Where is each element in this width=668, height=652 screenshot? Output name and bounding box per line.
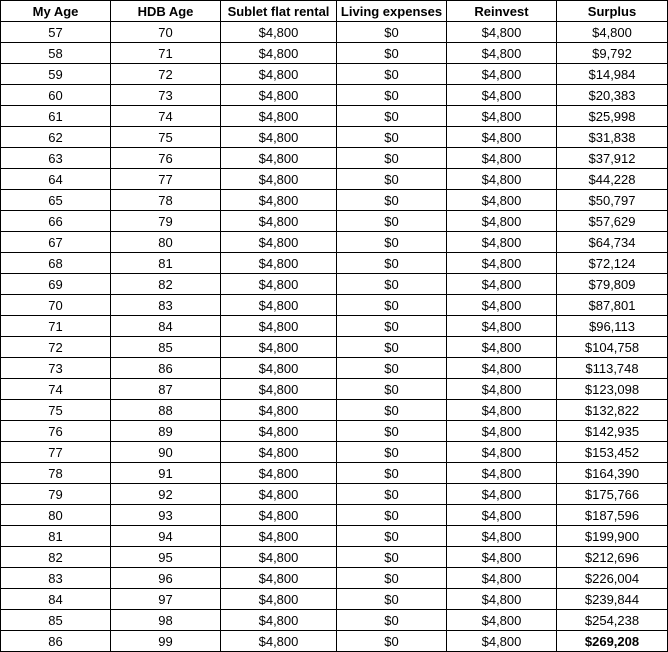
cell-hdb-age: 99 (111, 631, 221, 652)
cell-sublet-flat-rental: $4,800 (221, 274, 337, 295)
cell-living-expenses: $0 (337, 232, 447, 253)
table-row (1, 211, 668, 232)
cell-hdb-age: 82 (111, 274, 221, 295)
cell-my-age: 83 (1, 568, 111, 589)
cell-hdb-age: 92 (111, 484, 221, 505)
cell-surplus: $123,098 (557, 379, 668, 400)
cell-surplus: $72,124 (557, 253, 668, 274)
cell-hdb-age: 80 (111, 232, 221, 253)
cell-reinvest: $4,800 (447, 400, 557, 421)
table-row (1, 484, 668, 505)
cell-my-age: 76 (1, 421, 111, 442)
table-row (1, 295, 668, 316)
table-row (1, 253, 668, 274)
table-row (1, 610, 668, 631)
cell-sublet-flat-rental: $4,800 (221, 463, 337, 484)
cell-sublet-flat-rental: $4,800 (221, 232, 337, 253)
cell-sublet-flat-rental: $4,800 (221, 547, 337, 568)
cell-hdb-age: 84 (111, 316, 221, 337)
cell-sublet-flat-rental: $4,800 (221, 421, 337, 442)
cell-reinvest: $4,800 (447, 274, 557, 295)
cell-surplus: $239,844 (557, 589, 668, 610)
cell-living-expenses: $0 (337, 421, 447, 442)
cell-sublet-flat-rental: $4,800 (221, 43, 337, 64)
cell-hdb-age: 97 (111, 589, 221, 610)
cell-my-age: 69 (1, 274, 111, 295)
cell-sublet-flat-rental: $4,800 (221, 442, 337, 463)
cell-my-age: 79 (1, 484, 111, 505)
cell-living-expenses: $0 (337, 148, 447, 169)
cell-hdb-age: 85 (111, 337, 221, 358)
header-surplus: Surplus (557, 1, 668, 22)
cell-reinvest: $4,800 (447, 358, 557, 379)
cell-hdb-age: 77 (111, 169, 221, 190)
cell-surplus: $31,838 (557, 127, 668, 148)
cell-sublet-flat-rental: $4,800 (221, 337, 337, 358)
cell-reinvest: $4,800 (447, 421, 557, 442)
cell-surplus: $44,228 (557, 169, 668, 190)
cell-hdb-age: 86 (111, 358, 221, 379)
cell-surplus: $254,238 (557, 610, 668, 631)
cell-reinvest: $4,800 (447, 484, 557, 505)
cell-living-expenses: $0 (337, 106, 447, 127)
table-row (1, 547, 668, 568)
cell-sublet-flat-rental: $4,800 (221, 358, 337, 379)
cell-my-age: 62 (1, 127, 111, 148)
table-row (1, 631, 668, 652)
cell-sublet-flat-rental: $4,800 (221, 568, 337, 589)
cell-surplus: $226,004 (557, 568, 668, 589)
cell-surplus: $96,113 (557, 316, 668, 337)
cell-surplus: $142,935 (557, 421, 668, 442)
cell-my-age: 64 (1, 169, 111, 190)
cell-living-expenses: $0 (337, 568, 447, 589)
cell-sublet-flat-rental: $4,800 (221, 610, 337, 631)
cell-surplus: $64,734 (557, 232, 668, 253)
cell-living-expenses: $0 (337, 274, 447, 295)
header-my-age: My Age (1, 1, 111, 22)
cell-sublet-flat-rental: $4,800 (221, 295, 337, 316)
cell-reinvest: $4,800 (447, 547, 557, 568)
cell-living-expenses: $0 (337, 253, 447, 274)
cell-surplus: $37,912 (557, 148, 668, 169)
cell-sublet-flat-rental: $4,800 (221, 190, 337, 211)
cell-reinvest: $4,800 (447, 295, 557, 316)
cell-hdb-age: 70 (111, 22, 221, 43)
cell-living-expenses: $0 (337, 337, 447, 358)
cell-living-expenses: $0 (337, 358, 447, 379)
cell-reinvest: $4,800 (447, 463, 557, 484)
cell-surplus: $57,629 (557, 211, 668, 232)
cell-reinvest: $4,800 (447, 337, 557, 358)
cell-surplus: $104,758 (557, 337, 668, 358)
cell-living-expenses: $0 (337, 295, 447, 316)
cell-sublet-flat-rental: $4,800 (221, 379, 337, 400)
table-row (1, 274, 668, 295)
cell-reinvest: $4,800 (447, 190, 557, 211)
cell-living-expenses: $0 (337, 484, 447, 505)
cell-surplus: $87,801 (557, 295, 668, 316)
cell-surplus: $269,208 (557, 631, 668, 652)
cell-hdb-age: 78 (111, 190, 221, 211)
cell-reinvest: $4,800 (447, 526, 557, 547)
cell-surplus: $79,809 (557, 274, 668, 295)
table-row (1, 379, 668, 400)
cell-hdb-age: 79 (111, 211, 221, 232)
cell-living-expenses: $0 (337, 190, 447, 211)
cell-my-age: 66 (1, 211, 111, 232)
cell-hdb-age: 76 (111, 148, 221, 169)
cell-my-age: 59 (1, 64, 111, 85)
cell-surplus: $4,800 (557, 22, 668, 43)
cell-sublet-flat-rental: $4,800 (221, 316, 337, 337)
cell-reinvest: $4,800 (447, 631, 557, 652)
table-row (1, 43, 668, 64)
cell-hdb-age: 72 (111, 64, 221, 85)
cell-sublet-flat-rental: $4,800 (221, 589, 337, 610)
cell-my-age: 65 (1, 190, 111, 211)
cell-my-age: 63 (1, 148, 111, 169)
cell-surplus: $113,748 (557, 358, 668, 379)
cell-living-expenses: $0 (337, 22, 447, 43)
cell-living-expenses: $0 (337, 463, 447, 484)
cell-surplus: $199,900 (557, 526, 668, 547)
header-living-expenses: Living expenses (337, 1, 447, 22)
cell-living-expenses: $0 (337, 442, 447, 463)
cell-reinvest: $4,800 (447, 127, 557, 148)
cell-surplus: $25,998 (557, 106, 668, 127)
cell-reinvest: $4,800 (447, 232, 557, 253)
cell-living-expenses: $0 (337, 43, 447, 64)
table-header (1, 1, 668, 22)
cell-sublet-flat-rental: $4,800 (221, 631, 337, 652)
table-row (1, 85, 668, 106)
header-reinvest: Reinvest (447, 1, 557, 22)
table-row (1, 232, 668, 253)
cell-reinvest: $4,800 (447, 43, 557, 64)
table-row (1, 463, 668, 484)
cell-sublet-flat-rental: $4,800 (221, 484, 337, 505)
cell-living-expenses: $0 (337, 316, 447, 337)
cell-living-expenses: $0 (337, 211, 447, 232)
cell-reinvest: $4,800 (447, 148, 557, 169)
cell-hdb-age: 94 (111, 526, 221, 547)
cell-my-age: 74 (1, 379, 111, 400)
cell-living-expenses: $0 (337, 169, 447, 190)
table-row (1, 106, 668, 127)
cell-hdb-age: 83 (111, 295, 221, 316)
cell-reinvest: $4,800 (447, 568, 557, 589)
table-row (1, 127, 668, 148)
cell-my-age: 70 (1, 295, 111, 316)
cell-living-expenses: $0 (337, 64, 447, 85)
cell-hdb-age: 98 (111, 610, 221, 631)
cell-my-age: 60 (1, 85, 111, 106)
cell-my-age: 71 (1, 316, 111, 337)
header-sublet-flat-rental: Sublet flat rental (221, 1, 337, 22)
table-row (1, 400, 668, 421)
cell-my-age: 72 (1, 337, 111, 358)
cell-surplus: $175,766 (557, 484, 668, 505)
cell-sublet-flat-rental: $4,800 (221, 211, 337, 232)
cell-sublet-flat-rental: $4,800 (221, 106, 337, 127)
cell-reinvest: $4,800 (447, 169, 557, 190)
cell-sublet-flat-rental: $4,800 (221, 85, 337, 106)
cell-reinvest: $4,800 (447, 442, 557, 463)
cell-living-expenses: $0 (337, 631, 447, 652)
cell-sublet-flat-rental: $4,800 (221, 127, 337, 148)
table-row (1, 190, 668, 211)
cell-living-expenses: $0 (337, 127, 447, 148)
cell-my-age: 68 (1, 253, 111, 274)
cell-hdb-age: 74 (111, 106, 221, 127)
cell-hdb-age: 95 (111, 547, 221, 568)
table-row (1, 442, 668, 463)
table-row (1, 64, 668, 85)
cell-my-age: 85 (1, 610, 111, 631)
cell-living-expenses: $0 (337, 85, 447, 106)
table-row (1, 421, 668, 442)
cell-surplus: $50,797 (557, 190, 668, 211)
cell-my-age: 61 (1, 106, 111, 127)
cell-my-age: 82 (1, 547, 111, 568)
cell-my-age: 57 (1, 22, 111, 43)
cell-hdb-age: 81 (111, 253, 221, 274)
header-hdb-age: HDB Age (111, 1, 221, 22)
cell-surplus: $9,792 (557, 43, 668, 64)
cell-hdb-age: 89 (111, 421, 221, 442)
cell-my-age: 67 (1, 232, 111, 253)
cell-surplus: $212,696 (557, 547, 668, 568)
cell-living-expenses: $0 (337, 589, 447, 610)
cell-surplus: $187,596 (557, 505, 668, 526)
cell-living-expenses: $0 (337, 400, 447, 421)
cell-my-age: 81 (1, 526, 111, 547)
cell-hdb-age: 73 (111, 85, 221, 106)
cell-sublet-flat-rental: $4,800 (221, 505, 337, 526)
cell-living-expenses: $0 (337, 505, 447, 526)
cell-reinvest: $4,800 (447, 211, 557, 232)
table-row (1, 337, 668, 358)
cell-hdb-age: 90 (111, 442, 221, 463)
table-row (1, 148, 668, 169)
cell-my-age: 80 (1, 505, 111, 526)
cell-sublet-flat-rental: $4,800 (221, 169, 337, 190)
cell-reinvest: $4,800 (447, 64, 557, 85)
cell-sublet-flat-rental: $4,800 (221, 526, 337, 547)
cell-my-age: 84 (1, 589, 111, 610)
table-row (1, 316, 668, 337)
cell-sublet-flat-rental: $4,800 (221, 148, 337, 169)
table-row (1, 505, 668, 526)
cell-living-expenses: $0 (337, 610, 447, 631)
cell-surplus: $14,984 (557, 64, 668, 85)
cell-sublet-flat-rental: $4,800 (221, 253, 337, 274)
cell-my-age: 86 (1, 631, 111, 652)
cell-living-expenses: $0 (337, 379, 447, 400)
table-row (1, 169, 668, 190)
cell-hdb-age: 87 (111, 379, 221, 400)
table-row (1, 358, 668, 379)
cell-my-age: 77 (1, 442, 111, 463)
cell-reinvest: $4,800 (447, 610, 557, 631)
cell-sublet-flat-rental: $4,800 (221, 64, 337, 85)
cell-sublet-flat-rental: $4,800 (221, 22, 337, 43)
cell-hdb-age: 96 (111, 568, 221, 589)
cell-reinvest: $4,800 (447, 316, 557, 337)
cell-reinvest: $4,800 (447, 589, 557, 610)
table-row (1, 568, 668, 589)
cell-reinvest: $4,800 (447, 22, 557, 43)
cell-reinvest: $4,800 (447, 505, 557, 526)
cell-hdb-age: 75 (111, 127, 221, 148)
cell-surplus: $164,390 (557, 463, 668, 484)
cell-sublet-flat-rental: $4,800 (221, 400, 337, 421)
cell-reinvest: $4,800 (447, 379, 557, 400)
cell-my-age: 78 (1, 463, 111, 484)
cell-surplus: $153,452 (557, 442, 668, 463)
table-row (1, 22, 668, 43)
cell-surplus: $132,822 (557, 400, 668, 421)
cell-hdb-age: 93 (111, 505, 221, 526)
cell-living-expenses: $0 (337, 526, 447, 547)
cell-hdb-age: 91 (111, 463, 221, 484)
cell-my-age: 73 (1, 358, 111, 379)
cell-reinvest: $4,800 (447, 106, 557, 127)
cell-hdb-age: 71 (111, 43, 221, 64)
cell-my-age: 58 (1, 43, 111, 64)
table-row (1, 589, 668, 610)
cell-reinvest: $4,800 (447, 253, 557, 274)
cell-living-expenses: $0 (337, 547, 447, 568)
cell-hdb-age: 88 (111, 400, 221, 421)
cell-reinvest: $4,800 (447, 85, 557, 106)
table-row (1, 526, 668, 547)
cell-my-age: 75 (1, 400, 111, 421)
cell-surplus: $20,383 (557, 85, 668, 106)
table-body (1, 22, 668, 652)
header-row (1, 1, 668, 22)
